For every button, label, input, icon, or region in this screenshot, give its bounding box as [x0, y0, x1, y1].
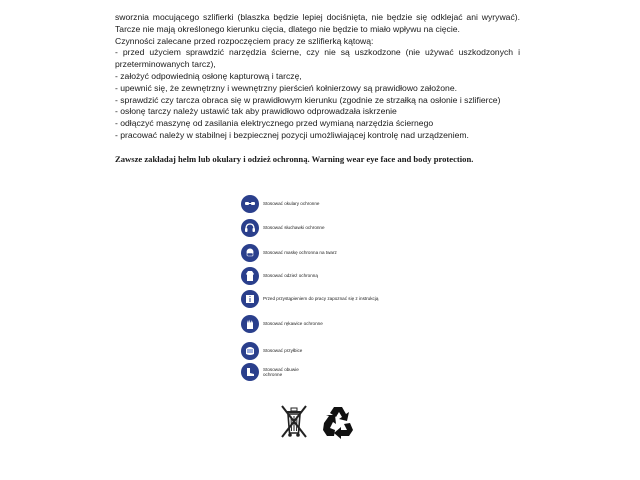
- instruction-text: [115, 12, 520, 165]
- text-line-6: - sprawdzić czy tarcza obraca się w prawidłowym kierunku (zgodnie ze strzałką na osłonie i szlifierce): [115, 94, 501, 105]
- recycle-icon: [320, 403, 356, 439]
- sign-label: Stosować rękawice ochronne: [263, 321, 323, 327]
- sign-label: Stosować przyłbice: [263, 348, 303, 354]
- text-line-8: - odłączyć maszynę od zasilania elektrycznego przed wymianą narzędzia ściernego: [115, 118, 434, 129]
- text-line-5: - upewnić się, że zewnętrzny i wewnętrzny pierścień kołnierzowy są prawidłowo założone.: [115, 82, 457, 93]
- text-line-9: - pracować należy w stabilnej i bezpiecznej pozycji umożliwiającej kontrolę nad urządzeniem.: [115, 129, 469, 140]
- face-shield-icon: [241, 342, 259, 360]
- gloves-icon: [241, 315, 259, 333]
- text-line-2: Czynności zalecane przed rozpoczęciem pracy ze szlifierką kątową:: [115, 35, 374, 46]
- text-line-4: - założyć odpowiednią osłonę kapturową i tarczę,: [115, 70, 302, 81]
- sign-safety-boots: [241, 363, 307, 381]
- sign-label: Stosować okulary ochronne: [263, 201, 320, 207]
- protective-clothing-icon: [241, 267, 259, 285]
- sign-ear-protection: [241, 219, 325, 237]
- manual-icon: [241, 290, 259, 308]
- warning-text: Zawsze zakładaj helm lub okulary i odzież ochronną. Warning wear eye face and body protection.: [115, 153, 474, 164]
- sign-label: Stosować odzież ochronną: [263, 273, 318, 279]
- disposal-icons: [280, 403, 360, 443]
- sign-label: Stosować obuwie ochronne: [263, 366, 299, 377]
- sign-gloves: [241, 315, 323, 333]
- ear-protection-icon: [241, 219, 259, 237]
- sign-goggles: [241, 195, 319, 213]
- text-line-7: - osłonę tarczy należy ustawić tak aby prawidłowo odprowadzała iskrzenie: [115, 106, 397, 117]
- sign-manual: [241, 290, 378, 308]
- sign-face-mask: [241, 244, 337, 262]
- face-mask-icon: [241, 244, 259, 262]
- sign-label: Stosować słuchawki ochronne: [263, 225, 325, 231]
- crossed-bin-icon: [280, 403, 308, 439]
- sign-label: Stosować maskę ochronna na twarz: [263, 250, 337, 256]
- sign-protective-clothing: [241, 267, 318, 285]
- text-line-3: - przed użyciem sprawdzić narzędzia ścierne, czy nie są uszkodzone (nie używać uszkodzonych i przeterminowanych tarcz),: [115, 47, 520, 70]
- goggles-icon: [241, 195, 259, 213]
- text-line-1: sworznia mocującego szlifierki (blaszka będzie lepiej dociśnięta, nie będzie się odklejać ani wyrywać). Tarcze nie mają określonego kierunku cięcia, dlatego nie będzie to miało wpływu na cięcie.: [115, 12, 520, 34]
- sign-label: Przed przystąpieniem do pracy zapoznać się z instrukcją: [263, 296, 379, 302]
- sign-face-shield: [241, 342, 302, 360]
- safety-boots-icon: [241, 363, 259, 381]
